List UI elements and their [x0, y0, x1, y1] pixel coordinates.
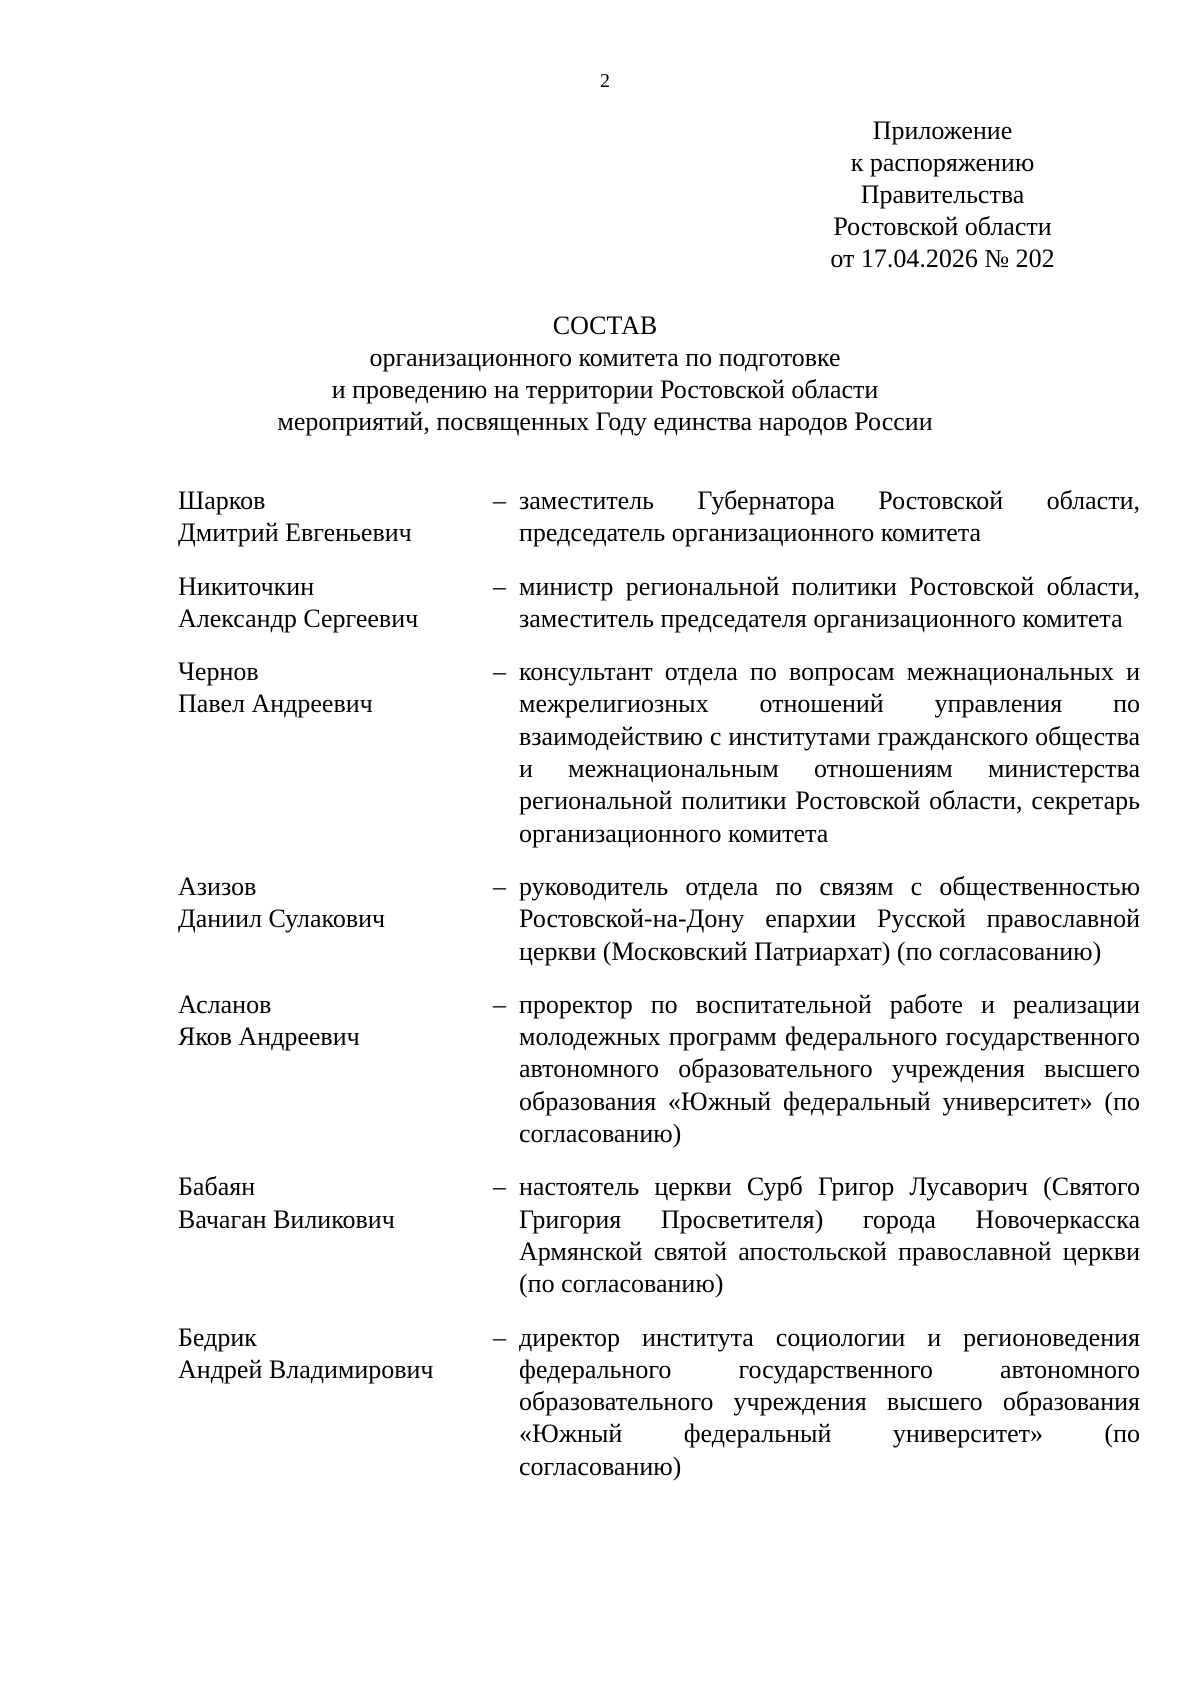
appendix-line: Приложение — [872, 116, 1013, 145]
dash-separator: – — [493, 871, 506, 901]
member-surname: Асланов — [178, 989, 272, 1019]
member-name — [178, 1322, 493, 1483]
member-given-names: Дмитрий Евгеньевич — [178, 518, 412, 548]
member-surname: Азизов — [178, 871, 257, 901]
member-name — [178, 485, 493, 550]
member-given-names: Андрей Владимирович — [178, 1354, 434, 1384]
member-surname: Чернов — [178, 657, 259, 687]
member-name — [178, 571, 493, 636]
member-entry — [178, 485, 1140, 550]
appendix-line: к распоряжению — [850, 148, 1035, 177]
title-line: организационного комитета по подготовке — [369, 343, 841, 372]
member-name — [178, 871, 493, 968]
member-role: заместитель Губернатора Ростовской области, председатель организационного комитета — [519, 486, 1140, 548]
member-entry — [178, 1171, 1140, 1300]
member-role: настоятель церкви Сурб Григор Лусаворич (Святого Григория Просветителя) города Новочеркасска Армянской святой апостольской православной церкви (по согласованию) — [519, 1172, 1140, 1299]
member-role: консультант отдела по вопросам межнациональных и межрелигиозных отношений управления по взаимодействию с институтами гражданского общества и межнациональным отношениям министерства региональной политики Ростовской области, секретарь организационного комитета — [519, 657, 1140, 848]
member-given-names: Александр Сергеевич — [178, 603, 419, 633]
member-given-names: Павел Андреевич — [178, 689, 373, 719]
member-name — [178, 1171, 493, 1300]
appendix-line: от 17.04.2026 № 202 — [830, 244, 1055, 273]
member-role: директор института социологии и регионоведения федерального государственного автономного образовательного учреждения высшего образования «Южный федеральный университет» (по согласованию) — [519, 1322, 1140, 1481]
dash-separator: – — [493, 989, 506, 1019]
title-heading: СОСТАВ — [552, 311, 658, 340]
dash-separator: – — [493, 1172, 506, 1202]
member-entry — [178, 1322, 1140, 1483]
title-line: и проведению на территории Ростовской области — [331, 375, 879, 404]
member-surname: Бедрик — [178, 1322, 257, 1352]
member-name — [178, 656, 493, 850]
member-role: руководитель отдела по связям с общественностью Ростовской-на-Дону епархии Русской православной церкви (Московский Патриархат) (по согласованию) — [519, 871, 1140, 966]
member-surname: Никиточкин — [178, 571, 315, 601]
member-role: министр региональной политики Ростовской области, заместитель председателя организационного комитета — [519, 571, 1140, 633]
member-given-names: Даниил Сулакович — [178, 904, 386, 934]
dash-separator: – — [493, 657, 506, 687]
member-name — [178, 989, 493, 1150]
document-title — [0, 310, 1200, 438]
member-surname: Шарков — [178, 486, 266, 515]
dash-separator: – — [493, 1322, 506, 1352]
member-given-names: Яков Андреевич — [178, 1022, 360, 1052]
member-entry — [178, 871, 1140, 968]
title-line: мероприятий, посвященных Году единства народов России — [277, 407, 933, 436]
page-number: 2 — [600, 70, 610, 92]
member-entry — [178, 571, 1140, 636]
member-surname: Бабаян — [178, 1172, 256, 1202]
dash-separator: – — [493, 486, 506, 515]
member-role: проректор по воспитательной работе и реализации молодежных программ федерального государственного автономного образовательного учреждения высшего образования «Южный федеральный университет» (по согласованию) — [519, 989, 1140, 1149]
appendix-block — [820, 115, 1065, 275]
member-given-names: Вачаган Виликович — [178, 1204, 395, 1234]
appendix-line: Правительства — [860, 180, 1025, 209]
member-entry — [178, 656, 1140, 850]
members-list — [178, 485, 1140, 1483]
dash-separator: – — [493, 571, 506, 601]
member-entry — [178, 989, 1140, 1150]
appendix-line: Ростовской области — [833, 212, 1052, 241]
